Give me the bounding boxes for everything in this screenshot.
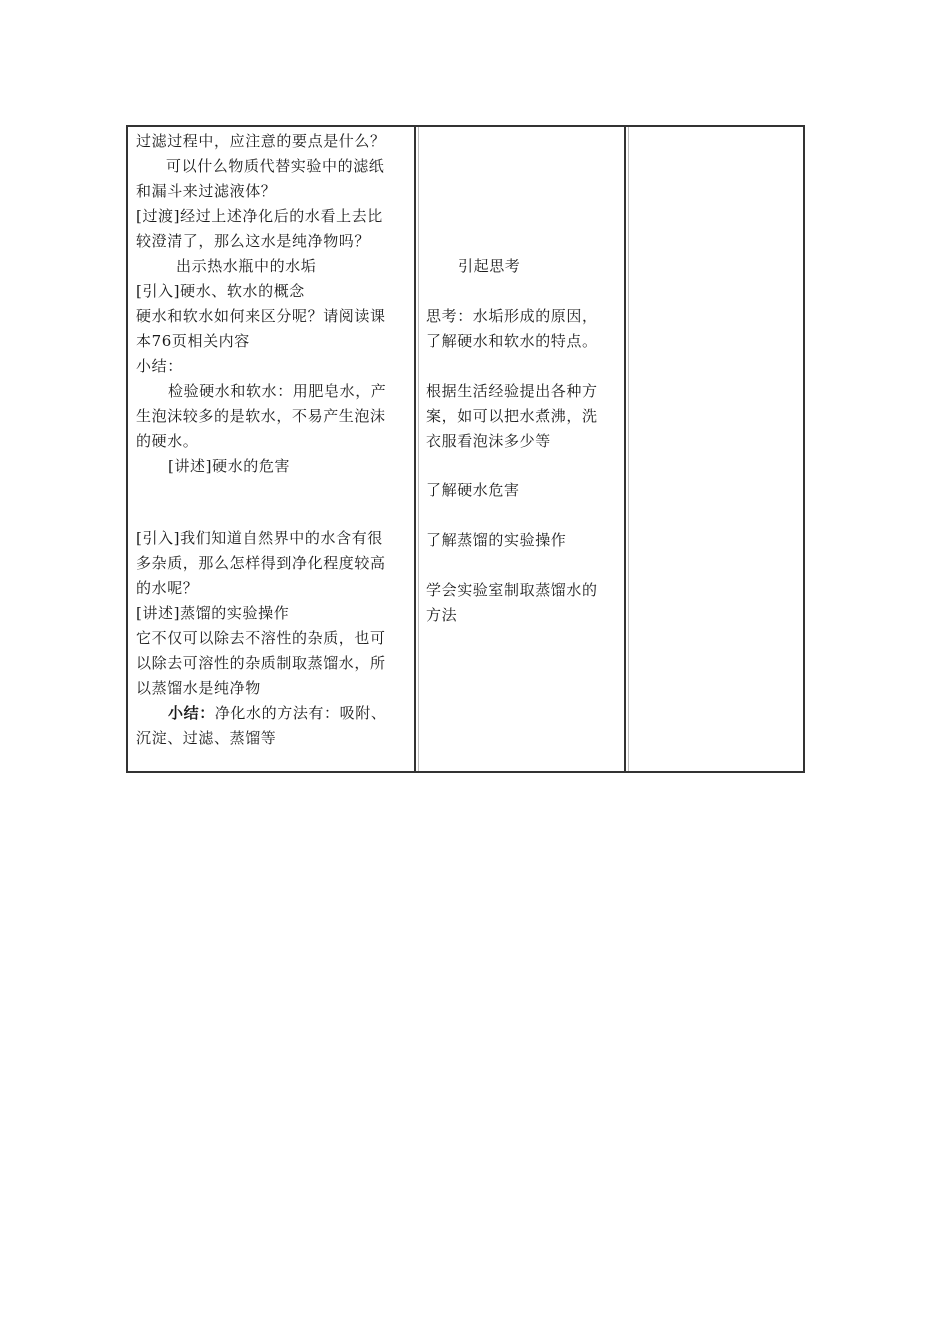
student-line: 了解蒸馏的实验操作 — [426, 531, 567, 549]
student-line: 引起思考 — [458, 257, 521, 275]
teacher-line: 本76页相关内容 — [136, 332, 250, 350]
teacher-line: 的硬水。 — [136, 432, 199, 450]
summary-text: 净化水的方法有：吸附、 — [214, 704, 387, 722]
student-line: 衣服看泡沫多少等 — [426, 432, 551, 450]
teacher-line: 小结： — [136, 357, 183, 375]
teacher-line: 的水呢？ — [136, 579, 199, 597]
teacher-line: 过滤过程中，应注意的要点是什么？ — [136, 132, 386, 150]
student-line: 案，如可以把水煮沸，洗 — [426, 407, 598, 425]
teacher-line: 以蒸馏水是纯净物 — [136, 679, 261, 697]
column-divider-1 — [414, 127, 416, 771]
student-activity-cell — [426, 127, 622, 771]
teacher-activity-cell — [136, 127, 412, 771]
column-divider-2 — [624, 127, 626, 771]
student-line: 了解硬水和软水的特点。 — [426, 332, 598, 350]
notes-cell — [628, 127, 804, 771]
student-line: 思考：水垢形成的原因， — [426, 307, 598, 325]
teacher-line: 生泡沫较多的是软水，不易产生泡沫 — [136, 407, 386, 425]
summary-label: 小结： — [168, 704, 215, 722]
lesson-table — [126, 125, 805, 773]
teacher-line: 可以什么物质代替实验中的滤纸 — [166, 157, 385, 175]
teacher-line: 以除去可溶性的杂质制取蒸馏水，所 — [136, 654, 386, 672]
teacher-line: 多杂质，那么怎样得到净化程度较高 — [136, 554, 386, 572]
teacher-line: [过渡]经过上述净化后的水看上去比 — [136, 207, 383, 225]
teacher-line: 沉淀、过滤、蒸馏等 — [136, 729, 277, 747]
student-line: 根据生活经验提出各种方 — [426, 382, 598, 400]
teacher-line: 检验硬水和软水：用肥皂水，产 — [168, 382, 387, 400]
teacher-line: 和漏斗来过滤液体？ — [136, 182, 277, 200]
teacher-line: [讲述]蒸馏的实验操作 — [136, 604, 290, 622]
teacher-line: [讲述]硬水的危害 — [168, 457, 291, 475]
student-line: 学会实验室制取蒸馏水的 — [426, 581, 598, 599]
summary-line — [168, 701, 386, 726]
teacher-line: 它不仅可以除去不溶性的杂质，也可 — [136, 629, 386, 647]
teacher-line: [引入]我们知道自然界中的水含有很 — [136, 529, 383, 547]
teacher-line: 硬水和软水如何来区分呢？请阅读课 — [136, 307, 386, 325]
teacher-line: 较澄清了，那么这水是纯净物吗？ — [136, 232, 371, 250]
student-line: 方法 — [426, 606, 458, 624]
teacher-line: [引入]硬水、软水的概念 — [136, 282, 305, 300]
student-line: 了解硬水危害 — [426, 481, 520, 499]
teacher-line: 出示热水瓶中的水垢 — [176, 257, 317, 275]
